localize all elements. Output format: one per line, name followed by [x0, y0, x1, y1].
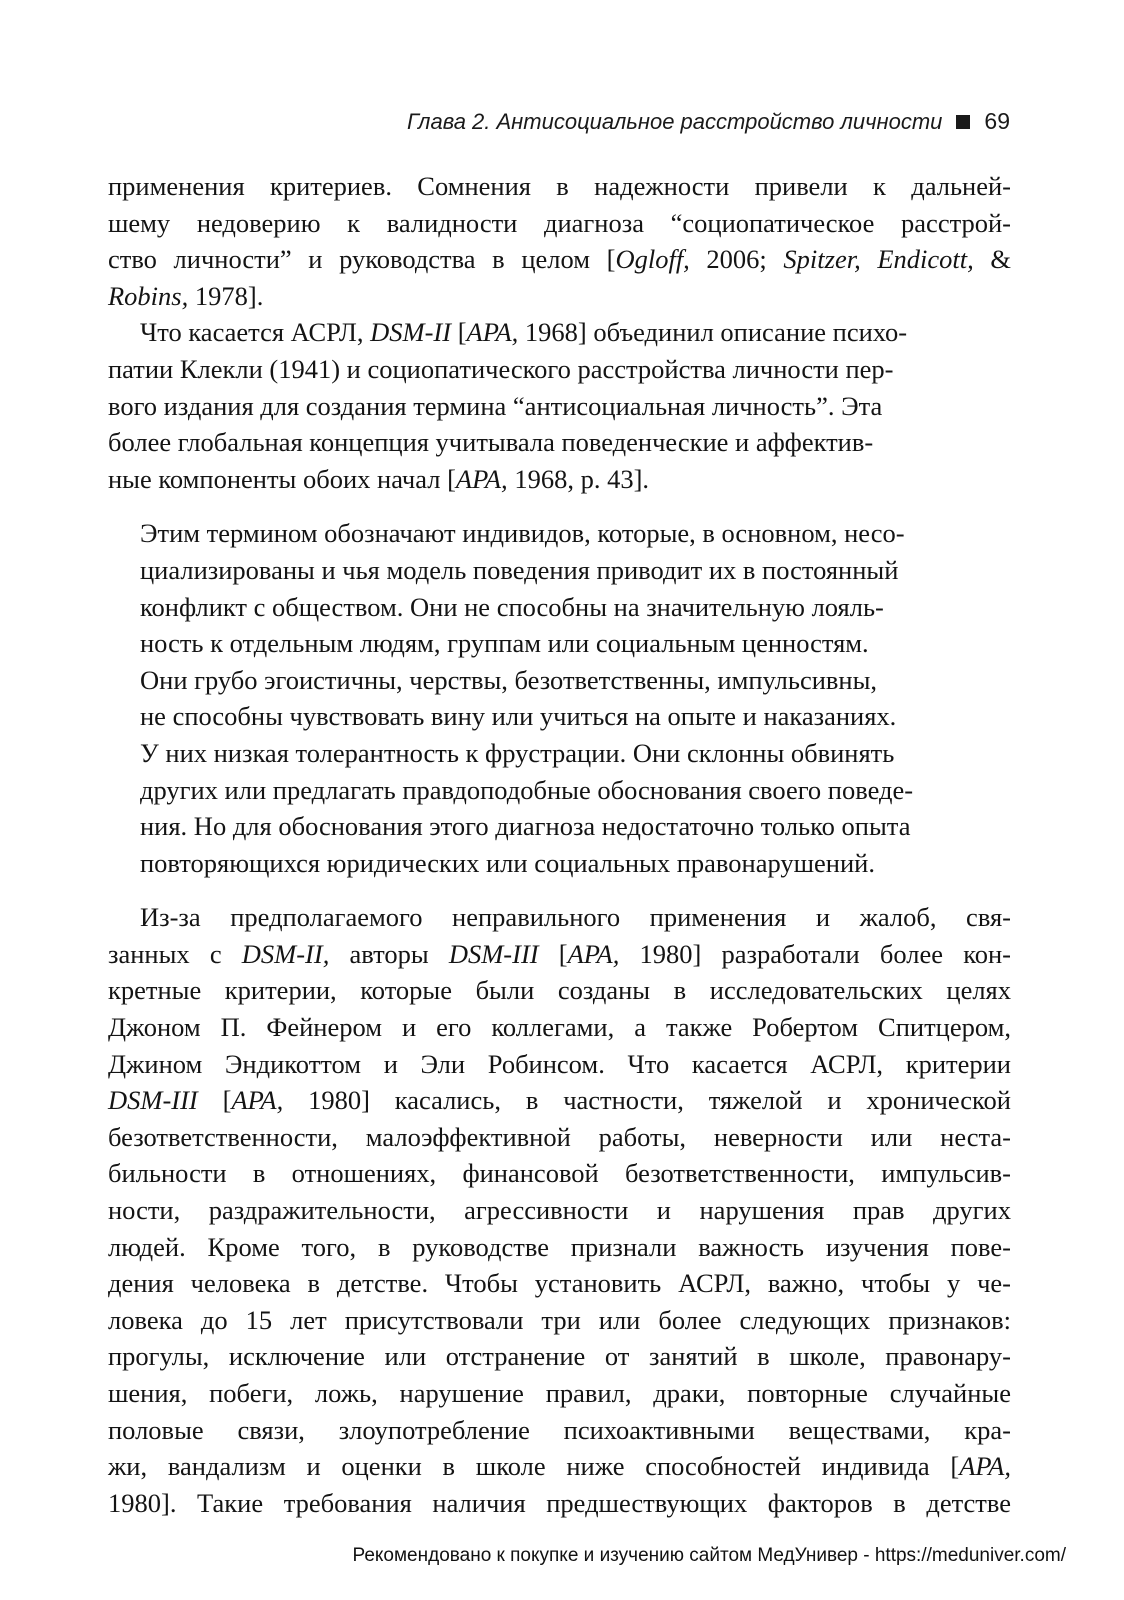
text-line: 1980] разработали более кон- [619, 938, 1011, 969]
text-line: ство личности” и руководства в целом [ [108, 244, 616, 275]
text-line: шему недоверию к валидности диагноза “социопатическое расстрой- [108, 207, 1011, 238]
text-line: Что касается АСРЛ, [140, 317, 371, 348]
citation-author: Robins, [108, 280, 189, 311]
text-line: дения человека в детстве. Чтобы установить АСРЛ, важно, чтобы у че- [108, 1268, 1011, 1299]
text-line: кретные критерии, которые были созданы в исследовательских целях [108, 975, 1011, 1006]
block-quote [108, 515, 1011, 881]
running-header [407, 108, 1010, 135]
text-line: занных с [108, 938, 242, 969]
body-text [108, 168, 1011, 1521]
quote-line: ния. Но для обоснования этого диагноза недостаточно только опыта [140, 811, 911, 842]
text-line: 1978]. [188, 280, 264, 311]
text-line: & [973, 244, 1011, 275]
citation-author: APA, [567, 938, 620, 969]
text-line: бильности в отношениях, финансовой безответственности, импульсив- [108, 1158, 1011, 1189]
running-title: Глава 2. Антисоциальное расстройство личности [407, 108, 943, 134]
citation-author: APA, [231, 1085, 284, 1116]
quote-line: других или предлагать правдоподобные обоснования своего поведе- [140, 774, 914, 805]
square-bullet-icon [956, 115, 970, 129]
text-line: Джином Эндикоттом и Эли Робинсом. Что касается АСРЛ, критерии [108, 1048, 1011, 1079]
text-line: Джоном П. Фейнером и его коллегами, а также Робертом Спитцером, [108, 1012, 1011, 1043]
paragraph-1 [108, 168, 1011, 278]
manual-title: DSM-II [370, 317, 452, 348]
citation-author: APA, [455, 463, 508, 494]
quote-line: Они грубо эгоистичны, черствы, безответственны, импульсивны, [140, 664, 878, 695]
quote-text [140, 515, 1011, 881]
page-number: 69 [984, 108, 1010, 134]
text-line: прогулы, исключение или отстранение от занятий в школе, правонару- [108, 1341, 1011, 1372]
text-line: половые связи, злоупотребление психоактивными веществами, кра- [108, 1414, 1011, 1445]
quote-line: циализированы и чья модель поведения приводит их в постоянный [140, 554, 899, 585]
text-line: более глобальная концепция учитывала поведенческие и аффектив- [108, 427, 874, 458]
text-line: Из-за предполагаемого неправильного применения и жалоб, свя- [140, 902, 1011, 933]
quote-line: конфликт с обществом. Они не способны на значительную лояль- [140, 591, 884, 622]
manual-title: DSM-III [448, 938, 539, 969]
watermark-link[interactable]: Рекомендовано к покупке и изучению сайтом МедУнивер - https://meduniver.com/ [352, 1545, 1066, 1566]
paragraph-1-end [108, 278, 1011, 315]
text-line: 1968, p. 43]. [507, 463, 650, 494]
text-line: людей. Кроме того, в руководстве признали важность изучения пове- [108, 1231, 1011, 1262]
text-line: шения, побеги, ложь, нарушение правил, драки, повторные случайные [108, 1378, 1011, 1408]
manual-title: DSM-III [108, 1085, 198, 1116]
quote-line: У них низкая толерантность к фрустрации. Они склонны обвинять [140, 737, 895, 768]
quote-line: повторяющихся юридических или социальных правонарушений. [140, 847, 875, 878]
citation-author: Ogloff, [615, 244, 690, 275]
manual-title: DSM-II, [241, 938, 330, 969]
text-line: [ [197, 1085, 232, 1116]
quote-line: не способны чувствовать вину или учиться на опыте и наказаниях. [140, 701, 897, 732]
text-line: ловека до 15 лет присутствовали три или более следующих признаков: [108, 1304, 1011, 1335]
text-line: жи, вандализм и оценки в школе ниже способностей индивида [ [108, 1451, 960, 1482]
quote-line: Этим термином обозначают индивидов, которые, в основном, несо- [140, 518, 905, 549]
text-line: применения критериев. Сомнения в надежности привели к дальней- [108, 171, 1011, 201]
text-line: безответственности, малоэффективной работы, неверности или неста- [108, 1121, 1011, 1152]
text-line: [ [538, 938, 568, 969]
text-line: 1980] касались, в частности, тяжелой и хронической [283, 1085, 1011, 1116]
paragraph-3 [108, 899, 1011, 1521]
text-line: 1968] объединил описание психо- [518, 317, 908, 348]
text-line: ные компоненты обоих начал [ [108, 463, 456, 494]
text-line: патии Клекли (1941) и социопатического расстройства личности пер- [108, 353, 894, 384]
text-line: вого издания для создания термина “антисоциальная личность”. Эта [108, 390, 883, 421]
text-line: ности, раздражительности, агрессивности и нарушения прав других [108, 1195, 1011, 1226]
citation-author: APA, [959, 1451, 1011, 1482]
paragraph-2 [108, 314, 1011, 497]
text-line: [ [451, 317, 467, 348]
text-line: авторы [329, 938, 449, 969]
citation-author: APA, [466, 317, 519, 348]
quote-line: ность к отдельным людям, группам или социальным ценностям. [140, 628, 869, 659]
text-line: 1980]. Такие требования наличия предшествующих факторов в детстве [108, 1487, 1011, 1518]
text-line: 2006; [689, 244, 784, 275]
citation-author: Spitzer, Endicott, [783, 244, 974, 275]
